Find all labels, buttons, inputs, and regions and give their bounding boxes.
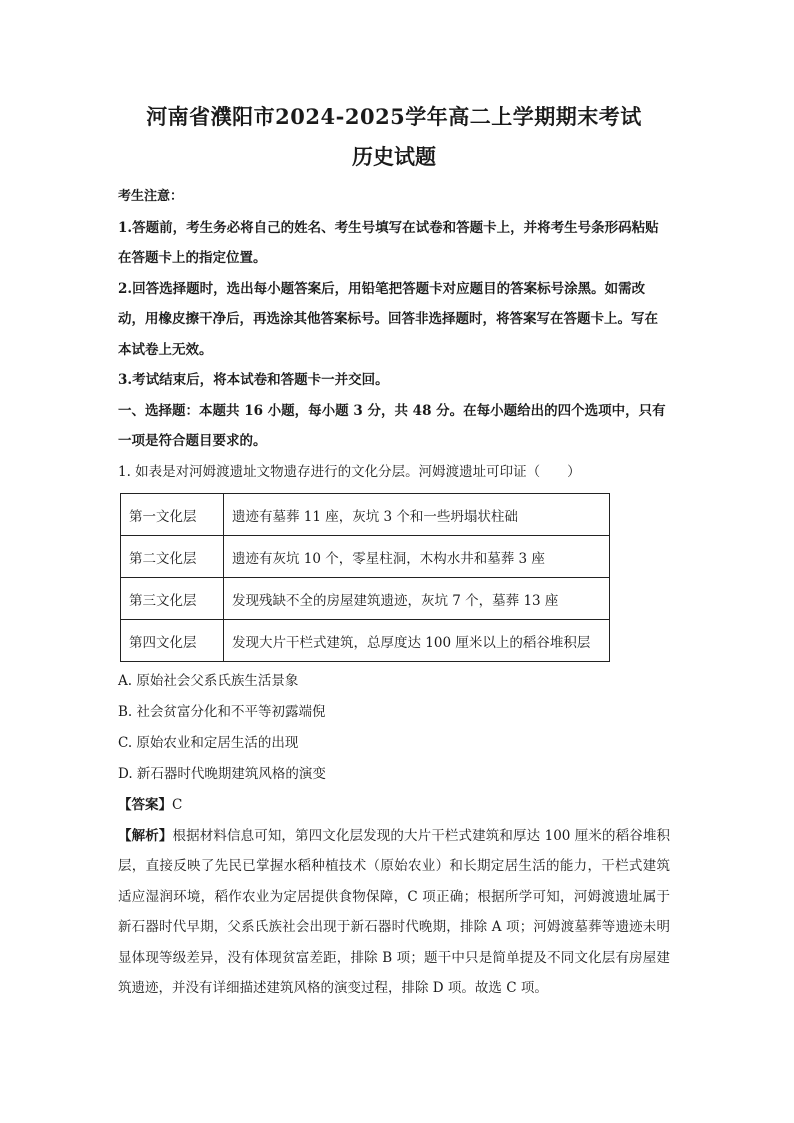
page-title: 河南省濮阳市2024-2025学年高二上学期期末考试 bbox=[146, 104, 642, 129]
exam-page bbox=[118, 100, 670, 1004]
option-a: A. 原始社会父系氏族生活景象 bbox=[118, 673, 299, 689]
option-b: B. 社会贫富分化和不平等初露端倪 bbox=[118, 704, 326, 720]
table-row bbox=[121, 494, 610, 536]
layer-desc-cell: 发现残缺不全的房屋建筑遗迹，灰坑 7 个，墓葬 13 座 bbox=[224, 578, 610, 620]
layer-name-cell: 第二文化层 bbox=[121, 536, 224, 578]
notice-item: 2.回答选择题时，选出每小题答案后，用铅笔把答题卡对应题目的答案标号涂黑。如需改动，用橡皮擦干净后，再选涂其他答案标号。回答非选择题时，将答案写在答题卡上。写在本试卷上无效。 bbox=[118, 280, 658, 358]
analysis-paragraph bbox=[118, 821, 670, 1004]
layer-desc-cell: 遗迹有灰坑 10 个，零星柱洞，木构水井和墓葬 3 座 bbox=[224, 536, 610, 578]
layer-name-cell: 第四文化层 bbox=[121, 620, 224, 662]
notice-item: 3.考试结束后，将本试卷和答题卡一并交回。 bbox=[118, 372, 389, 388]
analysis-label: 【解析】 bbox=[118, 827, 173, 844]
layer-desc-cell: 遗迹有墓葬 11 座，灰坑 3 个和一些坍塌状柱础 bbox=[224, 494, 610, 536]
layer-name-cell: 第一文化层 bbox=[121, 494, 224, 536]
table-row bbox=[121, 578, 610, 620]
notice-item: 1.答题前，考生务必将自己的姓名、考生号填写在试卷和答题卡上，并将考生号条形码粘贴在答题卡上的指定位置。 bbox=[118, 219, 659, 266]
option-c: C. 原始农业和定居生活的出现 bbox=[118, 735, 299, 751]
page-subtitle: 历史试题 bbox=[352, 144, 436, 169]
table-row bbox=[121, 536, 610, 578]
option-d: D. 新石器时代晚期建筑风格的演变 bbox=[118, 766, 326, 782]
table-row bbox=[121, 620, 610, 662]
answer-line bbox=[118, 790, 670, 821]
layer-desc-cell: 发现大片干栏式建筑，总厚度达 100 厘米以上的稻谷堆积层 bbox=[224, 620, 610, 662]
question-stem: 1. 如表是对河姆渡遗址文物遗存进行的文化分层。河姆渡遗址可印证（ ） bbox=[118, 463, 581, 480]
layer-name-cell: 第三文化层 bbox=[121, 578, 224, 620]
analysis-text: 根据材料信息可知，第四文化层发现的大片干栏式建筑和厚达 100 厘米的稻谷堆积层，直接反映了先民已掌握水稻种植技术（原始农业）和长期定居生活的能力，干栏式建筑适应湿润环境，稻作农业为定居提供食物保障，C 项正确；根据所学可知，河姆渡遗址属于新石器时代早期，父系氏族社会出现于新石器时代晚期，排除 A 项；河姆渡墓葬等遗迹未明显体现等级差异，没有体现贫富差距，排除 B 项；题干中只是简单提及不同文化层有房屋建筑遗迹，并没有详细描述建筑风格的演变过程，排除 D 项。故选 C 项。 bbox=[118, 827, 670, 996]
answer-value: C bbox=[172, 797, 183, 813]
culture-layer-table bbox=[120, 493, 610, 662]
section-heading: 一、选择题：本题共 16 小题，每小题 3 分，共 48 分。在每小题给出的四个选项中，只有一项是符合题目要求的。 bbox=[118, 402, 666, 449]
answer-label: 【答案】 bbox=[118, 797, 172, 813]
notice-label: 考生注意： bbox=[118, 189, 184, 204]
